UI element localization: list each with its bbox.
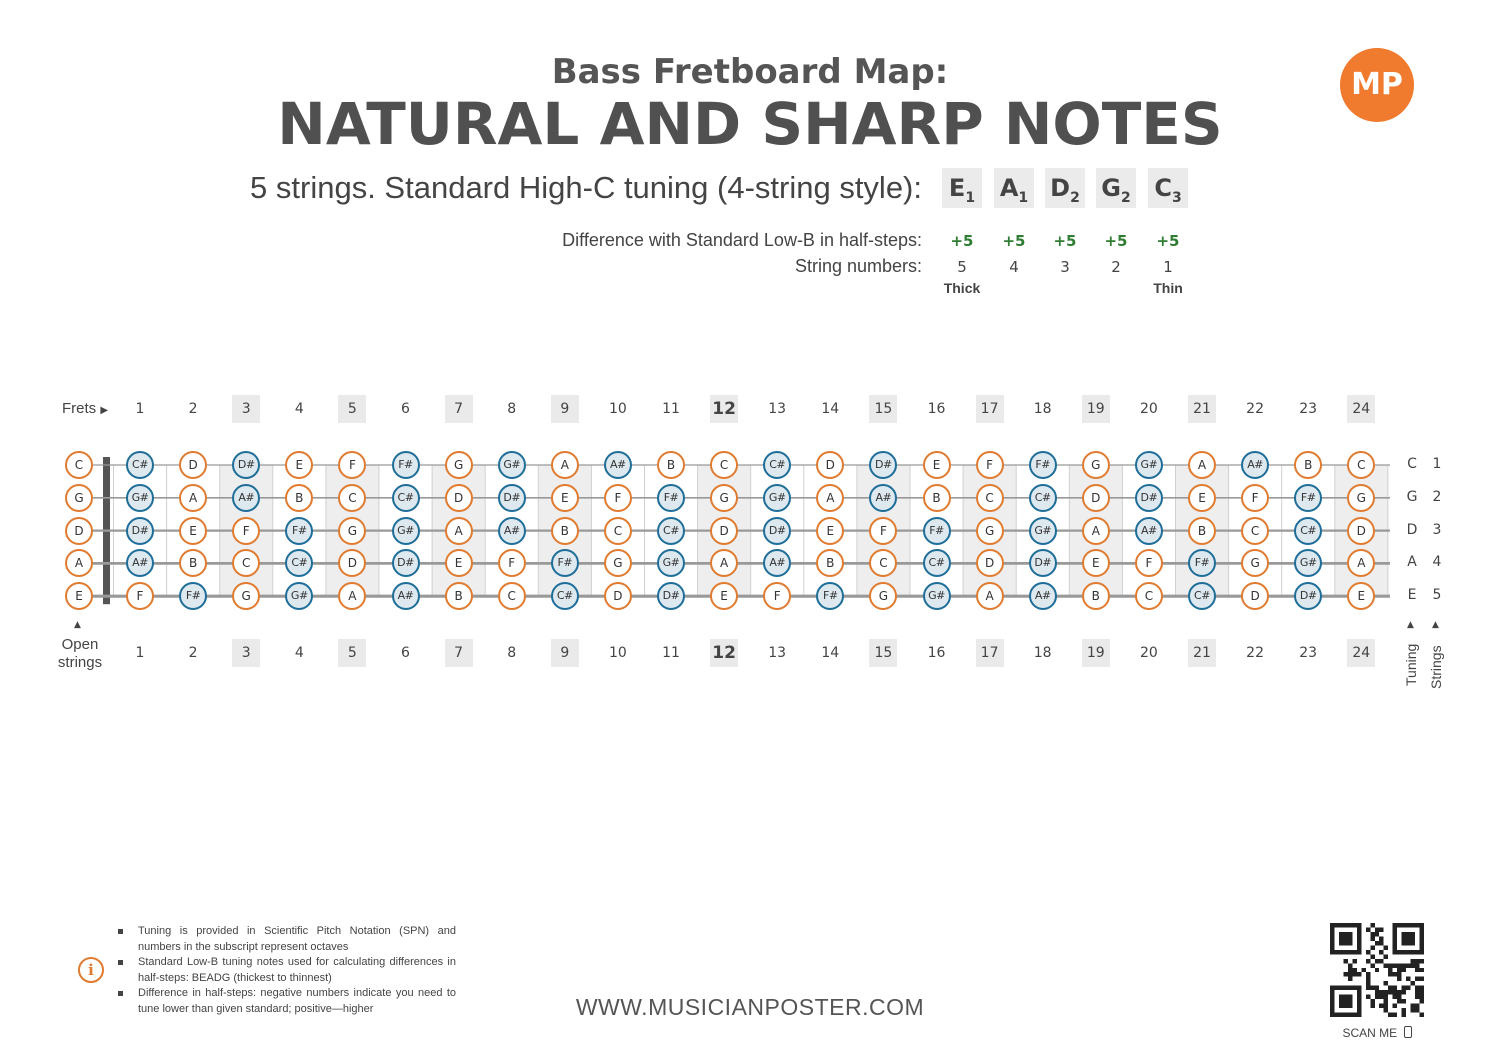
triangle-up-icon: ▲ bbox=[74, 620, 81, 630]
footnote-text: Difference in half-steps: negative numbers indicate you need to tune lower than given standard; positive—higher bbox=[138, 987, 456, 1015]
sharp-note: A# bbox=[498, 517, 526, 545]
natural-note: E bbox=[179, 517, 207, 545]
natural-note: A bbox=[710, 549, 738, 577]
sharp-note: A# bbox=[1029, 582, 1057, 610]
natural-note: G bbox=[869, 582, 897, 610]
sharp-note: F# bbox=[1029, 451, 1057, 479]
tuning-note-octave: 1 bbox=[965, 189, 976, 206]
fret-number: 2 bbox=[188, 401, 198, 417]
fret-number: 10 bbox=[608, 401, 627, 417]
sharp-note: C# bbox=[126, 451, 154, 479]
bullet-icon bbox=[118, 960, 123, 965]
sharp-note: A# bbox=[126, 549, 154, 577]
natural-note: A bbox=[338, 582, 366, 610]
natural-note: F bbox=[498, 549, 526, 577]
natural-note: F bbox=[338, 451, 366, 479]
sharp-note: D# bbox=[1294, 582, 1322, 610]
natural-note: D bbox=[604, 582, 632, 610]
natural-note: B bbox=[285, 484, 313, 512]
fret-number: 20 bbox=[1139, 645, 1158, 661]
tuning-description: 5 strings. Standard High-C tuning (4-string style): bbox=[250, 170, 922, 205]
sharp-note: A# bbox=[232, 484, 260, 512]
sharp-note: C# bbox=[285, 549, 313, 577]
natural-note: C bbox=[498, 582, 526, 610]
sharp-note: G# bbox=[1135, 451, 1163, 479]
open-note: C bbox=[65, 451, 93, 479]
string-number-right: 5 bbox=[1432, 587, 1442, 604]
string-number-right: 4 bbox=[1432, 554, 1442, 571]
open-note: G bbox=[65, 484, 93, 512]
fret-number: 15 bbox=[869, 639, 897, 667]
fret-number: 19 bbox=[1082, 395, 1110, 423]
natural-note: F bbox=[763, 582, 791, 610]
natural-note: G bbox=[710, 484, 738, 512]
sharp-note: D# bbox=[232, 451, 260, 479]
fret-number: 11 bbox=[662, 645, 680, 661]
sharp-note: A# bbox=[869, 484, 897, 512]
fret-number: 22 bbox=[1246, 401, 1264, 417]
natural-note: C bbox=[1241, 517, 1269, 545]
string-number: 5 bbox=[957, 258, 967, 276]
natural-note: G bbox=[1347, 484, 1375, 512]
fret-number: 21 bbox=[1188, 639, 1216, 667]
natural-note: F bbox=[126, 582, 154, 610]
string-number-right: 3 bbox=[1432, 521, 1442, 538]
footnote-item bbox=[118, 955, 456, 986]
fret-number: 6 bbox=[401, 401, 410, 417]
difference-value: +5 bbox=[1002, 232, 1026, 250]
fret-number: 3 bbox=[232, 395, 260, 423]
sharp-note: G# bbox=[1029, 517, 1057, 545]
fret-number: 14 bbox=[821, 645, 840, 661]
natural-note: A bbox=[551, 451, 579, 479]
footnote-text: Tuning is provided in Scientific Pitch Notation (SPN) and numbers in the subscript represent octaves bbox=[138, 925, 456, 953]
tuning-note-octave: 2 bbox=[1120, 189, 1131, 206]
natural-note: G bbox=[1241, 549, 1269, 577]
difference-value: +5 bbox=[1053, 232, 1077, 250]
fret-number: 23 bbox=[1299, 645, 1318, 661]
natural-note: E bbox=[551, 484, 579, 512]
natural-note: F bbox=[976, 451, 1004, 479]
difference-value: +5 bbox=[1104, 232, 1128, 250]
natural-note: B bbox=[179, 549, 207, 577]
natural-note: A bbox=[179, 484, 207, 512]
fret-number: 16 bbox=[927, 401, 946, 417]
website-link[interactable]: WWW.MUSICIANPOSTER.COM bbox=[575, 994, 925, 1020]
fret-number: 23 bbox=[1299, 401, 1318, 417]
natural-note: D bbox=[1082, 484, 1110, 512]
scan-me-label bbox=[1330, 1026, 1424, 1040]
natural-note: E bbox=[816, 517, 844, 545]
fret-number: 19 bbox=[1082, 639, 1110, 667]
sharp-note: C# bbox=[1029, 484, 1057, 512]
tuning-note-octave: 3 bbox=[1171, 189, 1182, 206]
natural-note: E bbox=[923, 451, 951, 479]
tuning-note-letter: G bbox=[1101, 174, 1121, 202]
string-numbers-label: String numbers: bbox=[794, 256, 922, 276]
thick-label: Thick bbox=[943, 280, 981, 296]
natural-note: C bbox=[976, 484, 1004, 512]
sharp-note: A# bbox=[763, 549, 791, 577]
natural-note: A bbox=[1347, 549, 1375, 577]
sharp-note: D# bbox=[498, 484, 526, 512]
fret-number: 10 bbox=[608, 645, 627, 661]
sharp-note: A# bbox=[1135, 517, 1163, 545]
tuning-note-letter: D bbox=[1050, 174, 1071, 202]
sharp-note: F# bbox=[816, 582, 844, 610]
fret-number: 24 bbox=[1347, 395, 1375, 423]
string-tuning-letter: E bbox=[1407, 587, 1417, 604]
sharp-note: G# bbox=[923, 582, 951, 610]
natural-note: C bbox=[338, 484, 366, 512]
string-tuning-letter: G bbox=[1406, 488, 1418, 505]
fret-number: 1 bbox=[135, 401, 145, 417]
natural-note: D bbox=[445, 484, 473, 512]
open-strings-label-line2: strings bbox=[57, 654, 103, 671]
string-number-right: 2 bbox=[1432, 488, 1442, 505]
fret-number: 22 bbox=[1246, 645, 1264, 661]
sharp-note: F# bbox=[392, 451, 420, 479]
string-number: 4 bbox=[1009, 258, 1019, 276]
sharp-note: C# bbox=[763, 451, 791, 479]
difference-value: +5 bbox=[950, 232, 974, 250]
open-strings-label-line1: Open bbox=[61, 636, 99, 653]
fret-number: 17 bbox=[976, 395, 1004, 423]
logo-text: MP bbox=[1351, 67, 1403, 102]
natural-note: E bbox=[445, 549, 473, 577]
sharp-note: F# bbox=[1294, 484, 1322, 512]
difference-label: Difference with Standard Low-B in half-steps: bbox=[562, 230, 922, 250]
fret-number: 5 bbox=[338, 395, 366, 423]
fret-number: 14 bbox=[821, 401, 840, 417]
natural-note: C bbox=[710, 451, 738, 479]
fret-number: 16 bbox=[927, 645, 946, 661]
poster-title: NATURAL AND SHARP NOTES bbox=[277, 90, 1223, 158]
tuning-note-letter: E bbox=[948, 174, 966, 202]
phone-icon bbox=[1404, 1026, 1412, 1038]
scan-me-text: SCAN ME bbox=[1342, 1026, 1398, 1040]
open-strings-label bbox=[48, 636, 112, 672]
sharp-note: D# bbox=[126, 517, 154, 545]
sharp-note: G# bbox=[126, 484, 154, 512]
natural-note: B bbox=[1294, 451, 1322, 479]
natural-note: D bbox=[338, 549, 366, 577]
fret-number: 7 bbox=[445, 395, 473, 423]
strings-label: Strings bbox=[1428, 645, 1444, 689]
natural-note: B bbox=[816, 549, 844, 577]
natural-note: D bbox=[179, 451, 207, 479]
fret-number: 6 bbox=[401, 645, 410, 661]
sharp-note: C# bbox=[923, 549, 951, 577]
fret-number: 7 bbox=[445, 639, 473, 667]
tuning-note-letter: A bbox=[999, 174, 1019, 202]
tuning-label: Tuning bbox=[1403, 643, 1419, 686]
sharp-note: F# bbox=[179, 582, 207, 610]
sharp-note: C# bbox=[657, 517, 685, 545]
natural-note: A bbox=[976, 582, 1004, 610]
natural-note: E bbox=[1082, 549, 1110, 577]
fret-number: 18 bbox=[1033, 401, 1052, 417]
natural-note: E bbox=[1188, 484, 1216, 512]
fret-number: 12 bbox=[710, 395, 738, 423]
natural-note: F bbox=[869, 517, 897, 545]
natural-note: G bbox=[445, 451, 473, 479]
natural-note: D bbox=[816, 451, 844, 479]
string-tuning-letter: D bbox=[1406, 521, 1418, 538]
sharp-note: C# bbox=[1188, 582, 1216, 610]
tuning-note-letter: C bbox=[1154, 174, 1172, 202]
qr-code[interactable] bbox=[1330, 923, 1424, 1017]
natural-note: E bbox=[1347, 582, 1375, 610]
fret-number: 8 bbox=[507, 401, 517, 417]
natural-note: F bbox=[604, 484, 632, 512]
fret-number: 24 bbox=[1347, 639, 1375, 667]
fret-number: 9 bbox=[551, 639, 579, 667]
sharp-note: D# bbox=[657, 582, 685, 610]
natural-note: A bbox=[1188, 451, 1216, 479]
sharp-note: D# bbox=[869, 451, 897, 479]
footnote-item bbox=[118, 924, 456, 955]
natural-note: G bbox=[976, 517, 1004, 545]
fret-number: 20 bbox=[1139, 401, 1158, 417]
poster-subtitle: Bass Fretboard Map: bbox=[551, 52, 949, 92]
natural-note: D bbox=[1347, 517, 1375, 545]
fret-number: 9 bbox=[551, 395, 579, 423]
bullet-icon bbox=[118, 929, 123, 934]
natural-note: F bbox=[1135, 549, 1163, 577]
fret-number: 13 bbox=[768, 645, 787, 661]
natural-note: D bbox=[710, 517, 738, 545]
natural-note: A bbox=[1082, 517, 1110, 545]
fret-number: 13 bbox=[768, 401, 787, 417]
natural-note: F bbox=[1241, 484, 1269, 512]
string-number: 3 bbox=[1060, 258, 1070, 276]
natural-note: C bbox=[604, 517, 632, 545]
footnote-text: Standard Low-B tuning notes used for calculating differences in half-steps: BEADG (thickest to thinnest) bbox=[138, 956, 456, 984]
natural-note: C bbox=[1347, 451, 1375, 479]
natural-note: B bbox=[1188, 517, 1216, 545]
natural-note: G bbox=[604, 549, 632, 577]
sharp-note: D# bbox=[1029, 549, 1057, 577]
string-number: 2 bbox=[1111, 258, 1121, 276]
frets-label-text: Frets bbox=[62, 400, 97, 417]
natural-note: A bbox=[816, 484, 844, 512]
fret-number: 17 bbox=[976, 639, 1004, 667]
open-note: E bbox=[65, 582, 93, 610]
thin-label: Thin bbox=[1153, 280, 1183, 296]
fret-number: 15 bbox=[869, 395, 897, 423]
sharp-note: F# bbox=[551, 549, 579, 577]
natural-note: B bbox=[551, 517, 579, 545]
fret-number: 4 bbox=[294, 645, 304, 661]
open-note: A bbox=[65, 549, 93, 577]
sharp-note: F# bbox=[657, 484, 685, 512]
natural-note: G bbox=[1082, 451, 1110, 479]
sharp-note: G# bbox=[392, 517, 420, 545]
sharp-note: D# bbox=[392, 549, 420, 577]
sharp-note: D# bbox=[1135, 484, 1163, 512]
natural-note: G bbox=[232, 582, 260, 610]
natural-note: C bbox=[869, 549, 897, 577]
natural-note: B bbox=[657, 451, 685, 479]
string-number-right: 1 bbox=[1432, 456, 1442, 472]
fret-number: 1 bbox=[135, 645, 145, 661]
fret-number: 21 bbox=[1188, 395, 1216, 423]
sharp-note: F# bbox=[1188, 549, 1216, 577]
string-tuning-letter: C bbox=[1407, 456, 1417, 472]
natural-note: C bbox=[232, 549, 260, 577]
natural-note: D bbox=[976, 549, 1004, 577]
strings-triangle-up-icon: ▲ bbox=[1432, 620, 1439, 630]
natural-note: G bbox=[338, 517, 366, 545]
sharp-note: C# bbox=[392, 484, 420, 512]
open-note: D bbox=[65, 517, 93, 545]
sharp-note: A# bbox=[604, 451, 632, 479]
sharp-note: G# bbox=[763, 484, 791, 512]
sharp-note: C# bbox=[551, 582, 579, 610]
fret-number: 11 bbox=[662, 401, 680, 417]
string-tuning-letter: A bbox=[1407, 554, 1417, 571]
sharp-note: F# bbox=[285, 517, 313, 545]
natural-note: B bbox=[1082, 582, 1110, 610]
natural-note: A bbox=[445, 517, 473, 545]
string-number: 1 bbox=[1163, 258, 1173, 276]
fret-number: 5 bbox=[338, 639, 366, 667]
fret-number: 18 bbox=[1033, 645, 1052, 661]
sharp-note: A# bbox=[1241, 451, 1269, 479]
sharp-note: C# bbox=[1294, 517, 1322, 545]
natural-note: B bbox=[445, 582, 473, 610]
info-icon: i bbox=[78, 957, 104, 983]
triangle-right-icon: ▶ bbox=[100, 405, 109, 416]
natural-note: C bbox=[1135, 582, 1163, 610]
fret-number: 12 bbox=[710, 639, 738, 667]
sharp-note: D# bbox=[763, 517, 791, 545]
tuning-triangle-up-icon: ▲ bbox=[1407, 620, 1414, 630]
tuning-note-octave: 1 bbox=[1018, 189, 1029, 206]
fret-number: 4 bbox=[294, 401, 304, 417]
fret-number: 3 bbox=[232, 639, 260, 667]
sharp-note: G# bbox=[1294, 549, 1322, 577]
tuning-note-octave: 2 bbox=[1070, 189, 1080, 206]
sharp-note: A# bbox=[392, 582, 420, 610]
sharp-note: G# bbox=[498, 451, 526, 479]
fret-number: 8 bbox=[507, 645, 517, 661]
natural-note: E bbox=[710, 582, 738, 610]
natural-note: B bbox=[923, 484, 951, 512]
natural-note: D bbox=[1241, 582, 1269, 610]
difference-value: +5 bbox=[1156, 232, 1180, 250]
fret-number: 2 bbox=[188, 645, 198, 661]
sharp-note: G# bbox=[285, 582, 313, 610]
natural-note: E bbox=[285, 451, 313, 479]
sharp-note: F# bbox=[923, 517, 951, 545]
natural-note: F bbox=[232, 517, 260, 545]
sharp-note: G# bbox=[657, 549, 685, 577]
